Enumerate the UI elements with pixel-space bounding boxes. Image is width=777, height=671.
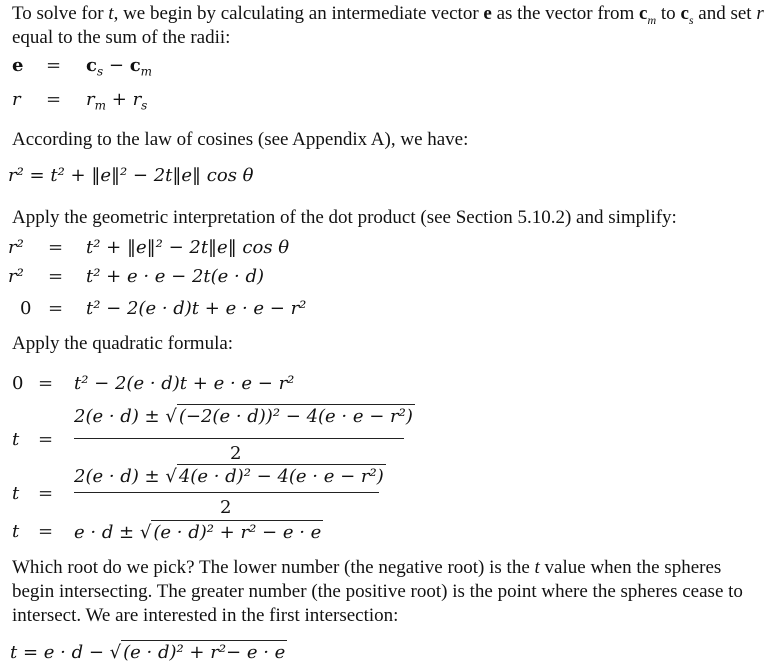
quad-eq-3-numerator: 2(e · d) ± √ 4(e · d)² − 4(e · e − r²) <box>74 466 384 487</box>
equation-e: e <box>12 55 24 76</box>
final-equation: t = e · d − √ (e · d)² + r²− e · e <box>10 642 286 663</box>
equation-r-rhs: $r_m + r_s$ <box>86 89 148 113</box>
quad-eq-2-numerator: 2(e · d) ± √ (−2(e · d))² − 4(e · e − r²) <box>74 406 413 427</box>
quad-eq-3-denominator: 2 <box>220 497 232 518</box>
intro-line-2: equal to the sum of the radii: <box>12 27 231 48</box>
fraction-bar <box>74 492 379 493</box>
equals-sign: = <box>38 429 54 450</box>
equals-sign: = <box>46 89 62 110</box>
dot-product-text: Apply the geometric interpretation of the dot product (see Section 5.10.2) and simplify: <box>12 207 677 228</box>
root-line-2: begin intersecting. The greater number (the positive root) is the point where the spheres cease to <box>12 581 743 602</box>
quad-eq-4-rhs: e · d ± √ (e · d)² + r² − e · e <box>74 522 322 543</box>
dot-eq-2-rhs: t² + e · e − 2t(e · d) <box>86 266 265 287</box>
dot-eq-3-lhs: 0 <box>20 298 32 319</box>
dot-eq-1-rhs: t² + ‖e‖² − 2t‖e‖ cos θ <box>86 237 290 258</box>
quad-eq-2-denominator: 2 <box>230 443 242 464</box>
fraction-bar <box>74 438 404 439</box>
equals-sign: = <box>46 55 62 76</box>
cosines-text: According to the law of cosines (see Appendix A), we have: <box>12 129 469 150</box>
quad-eq-1-lhs: 0 <box>12 373 24 394</box>
dot-eq-1-lhs: r² <box>8 237 24 258</box>
root-line-3: intersect. We are interested in the first intersection: <box>12 605 399 626</box>
quad-eq-3-lhs: t <box>12 483 20 504</box>
root-line-1: Which root do we pick? The lower number (the negative root) is the t value when the spheres <box>12 557 722 578</box>
quad-eq-2-lhs: t <box>12 429 20 450</box>
equals-sign: = <box>38 373 54 394</box>
equation-r: r <box>12 89 21 110</box>
equals-sign: = <box>38 483 54 504</box>
equation-e-rhs: $c_s - c_m$ <box>86 55 153 79</box>
equals-sign: = <box>48 298 64 319</box>
quad-eq-1-rhs: t² − 2(e · d)t + e · e − r² <box>74 373 295 394</box>
intro-line-1: To solve for t, we begin by calculating an intermediate vector e as the vector from $c_m$ to $c_s$ and set r <box>12 3 764 27</box>
dot-eq-3-rhs: t² − 2(e · d)t + e · e − r² <box>86 298 307 319</box>
equals-sign: = <box>48 237 64 258</box>
cosines-equation: r² = t² + ‖e‖² − 2t‖e‖ cos θ <box>8 165 254 186</box>
equals-sign: = <box>38 521 54 542</box>
quadratic-text: Apply the quadratic formula: <box>12 333 234 354</box>
quad-eq-4-lhs: t <box>12 521 20 542</box>
dot-eq-2-lhs: r² <box>8 266 24 287</box>
equals-sign: = <box>48 266 64 287</box>
